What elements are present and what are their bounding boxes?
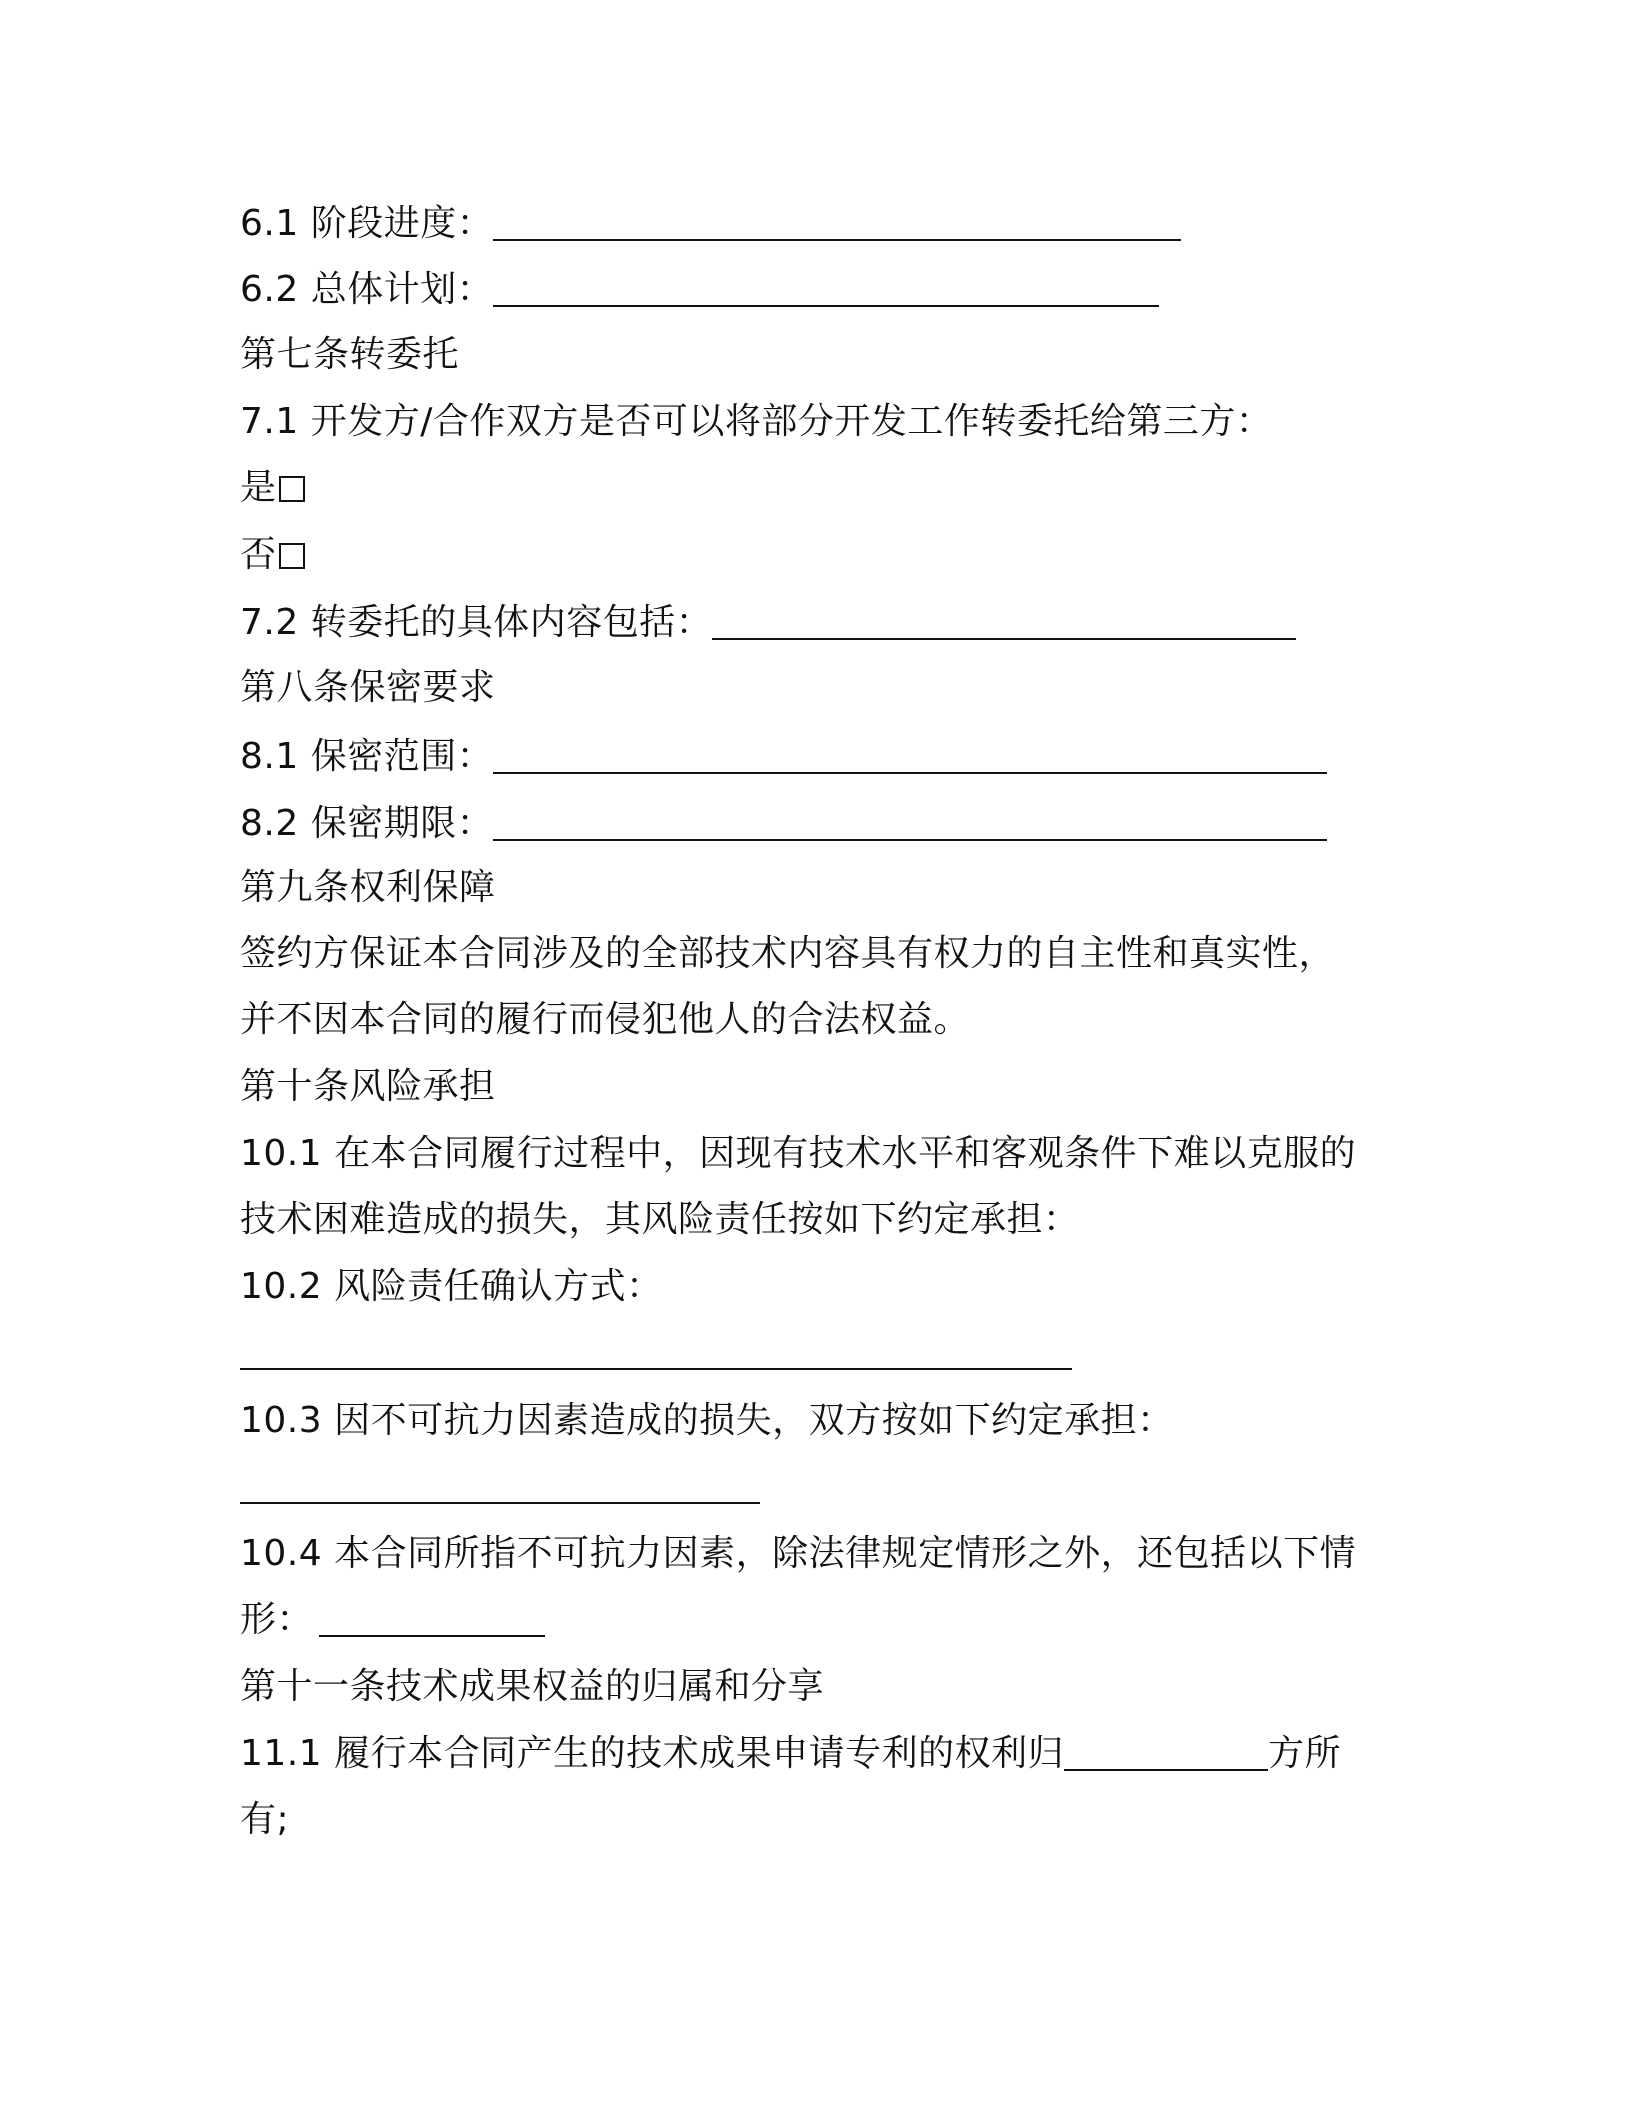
article-9-heading: 第九条权利保障 <box>240 867 496 908</box>
clause-6-2-blank <box>493 271 1159 307</box>
clause-10-2: 10.2 风险责任确认方式： <box>240 1266 663 1307</box>
clause-10-1-text-1: 10.1 在本合同履行过程中，因现有技术水平和客观条件下难以克服的 <box>240 1133 1357 1174</box>
article-7-heading: 第七条转委托 <box>240 334 460 375</box>
yes-checkbox[interactable] <box>279 476 305 502</box>
clause-10-1-text-2: 技术困难造成的损失，其风险责任按如下约定承担： <box>240 1199 1080 1240</box>
clause-10-2-blank <box>240 1334 1072 1370</box>
clause-10-3: 10.3 因不可抗力因素造成的损失，双方按如下约定承担： <box>240 1400 1174 1441</box>
clause-10-4-text-2 <box>240 1596 545 1644</box>
clause-8-2-label: 8.2 保密期限： <box>240 803 494 844</box>
clause-8-1-label: 8.1 保密范围： <box>240 736 494 777</box>
clause-6-1 <box>240 200 1181 248</box>
clause-11-1-label: 11.1 履行本合同产生的技术成果申请专利的权利归 <box>240 1733 1065 1774</box>
clause-11-1-suffix: 方所 <box>1268 1733 1342 1774</box>
clause-11-1-text-2: 有; <box>240 1799 290 1840</box>
clause-8-2-blank <box>493 805 1327 841</box>
clause-8-1-blank <box>493 738 1327 774</box>
option-yes-label: 是 <box>240 467 277 508</box>
clause-7-2-blank <box>712 604 1296 640</box>
clause-8-1 <box>240 733 1327 781</box>
clause-6-1-label: 6.1 阶段进度： <box>240 203 494 244</box>
clause-10-3-blank <box>240 1468 760 1504</box>
article-9-text-1: 签约方保证本合同涉及的全部技术内容具有权力的自主性和真实性， <box>240 933 1336 974</box>
clause-10-4-label: 形： <box>240 1599 314 1640</box>
clause-7-2 <box>240 599 1296 647</box>
option-no-label: 否 <box>240 534 277 575</box>
clause-10-4-blank <box>319 1601 545 1637</box>
clause-10-4-text-1: 10.4 本合同所指不可抗力因素，除法律规定情形之外，还包括以下情 <box>240 1533 1357 1574</box>
clause-10-3-blank-line <box>240 1463 760 1511</box>
option-yes <box>240 464 305 512</box>
clause-7-1: 7.1 开发方/合作双方是否可以将部分开发工作转委托给第三方： <box>240 401 1273 442</box>
article-10-heading: 第十条风险承担 <box>240 1066 496 1107</box>
clause-11-1-blank <box>1064 1735 1268 1771</box>
clause-10-2-blank-line <box>240 1329 1072 1377</box>
article-11-heading: 第十一条技术成果权益的归属和分享 <box>240 1666 825 1707</box>
clause-8-2 <box>240 800 1327 848</box>
clause-6-1-blank <box>493 205 1181 241</box>
option-no <box>240 531 305 579</box>
clause-7-2-label: 7.2 转委托的具体内容包括： <box>240 602 713 643</box>
clause-11-1-text-1 <box>240 1730 1341 1778</box>
no-checkbox[interactable] <box>279 543 305 569</box>
clause-6-2 <box>240 266 1159 314</box>
article-8-heading: 第八条保密要求 <box>240 667 496 708</box>
clause-6-2-label: 6.2 总体计划： <box>240 269 494 310</box>
article-9-text-2: 并不因本合同的履行而侵犯他人的合法权益。 <box>240 999 971 1040</box>
